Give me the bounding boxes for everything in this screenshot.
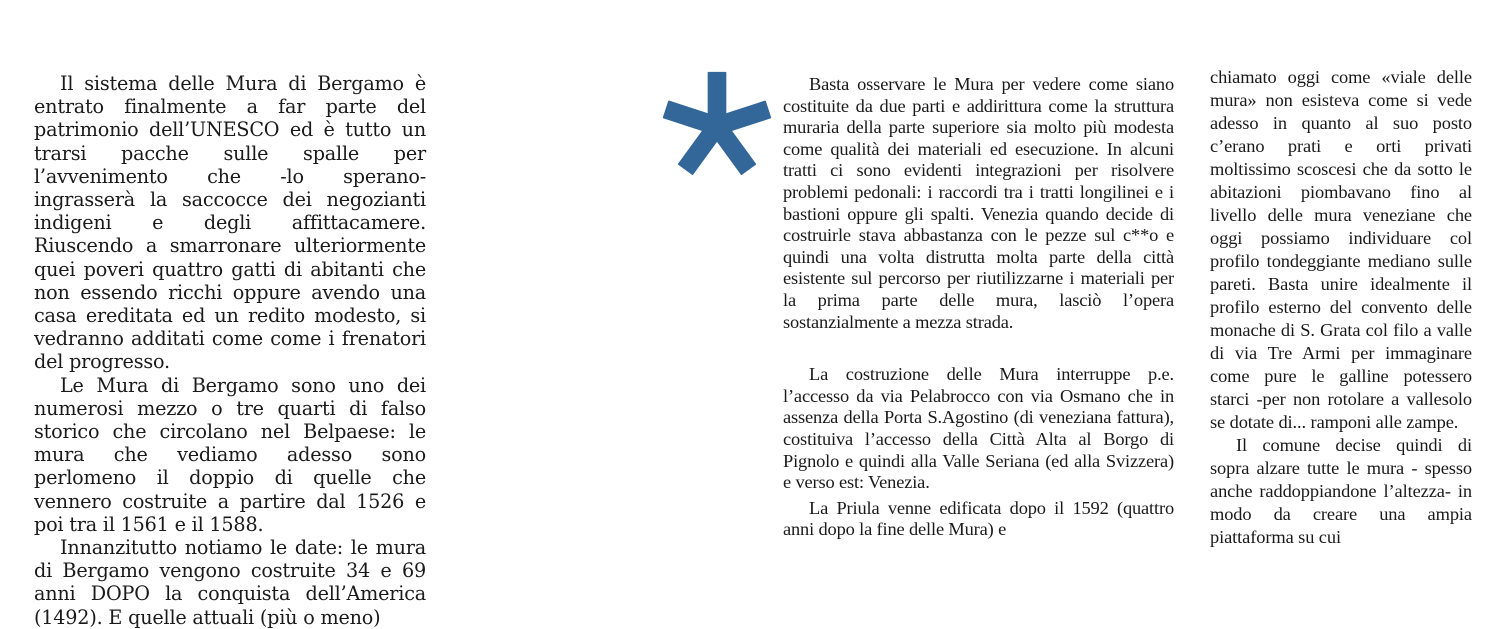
article-column-2 [783, 74, 1174, 541]
paragraph: Le Mura di Bergamo sono uno dei numerosi mezzo o tre quarti di falso storico che circolano nel Belpaese: le mura che vediamo adesso sono perlomeno il doppio di quelle che vennero costruite a partire dal 1526 e poi tra il 1561 e il 1588. [34, 373, 426, 536]
paragraph: Il comune decise quindi di sopra alzare tutte le mura - spesso anche raddoppiandone l’altezza- in modo da creare una ampia piattaforma su cui [1210, 435, 1472, 547]
paragraph: Basta osservare le Mura per vedere come siano costituite da due parti e addirittura come la struttura muraria della parte superiore sia molto più modesta come qualità dei materiali ed esecuzione. In alcuni tratti ci sono evidenti integrazioni per risolvere problemi pedonali: i raccordi tra i tratti longilinei e i bastioni oppure gli spalti. Venezia quando decide di costruirle stava abbastanza con le pezze sul c**o e quindi una volta distrutta molta parte della città esistente sul percorso per riutilizzarne i materiali per la prima parte delle mura, lasciò l’opera sostanzialmente a mezza strada. [783, 74, 1174, 332]
paragraph: La costruzione delle Mura interruppe p.e. l’accesso da via Pelabrocco con via Osmano che in assenza della Porta S.Agostino (di veneziana fattura), costituiva l’accesso della Città Alta al Borgo di Pignolo e quindi alla Valle Seriana (ed alla Svizzera) e verso est: Venezia. [783, 364, 1174, 493]
paragraph: Innanzitutto notiamo le date: le mura di Bergamo vengono costruite 34 e 69 anni DOPO la conquista dell’America (1492). E quelle attuali (più o meno) [34, 536, 426, 629]
article-column-1 [34, 72, 426, 629]
paragraph: Il sistema delle Mura di Bergamo è entrato finalmente a far parte del patrimonio dell’UNESCO ed è tutto un trarsi pacche sulle spalle per l’avvenimento che -lo sperano- ingrasserà la saccocce dei negozianti indigeni e degli affittacamere. Riuscendo a smarronare ulteriormente quei poveri quattro gatti di abitanti che non essendo ricchi oppure avendo una casa ereditata ed un redito modesto, si vedranno additati come come i frenatori del progresso. [34, 72, 426, 374]
article-column-3 [1210, 66, 1472, 549]
paragraph: chiamato oggi come «viale delle mura» non esisteva come si vede adesso in quanto al suo posto c’erano prati e orti privati moltissimo scoscesi che da sotto le abitazioni piombavano fino al livello delle mura veneziane che oggi possiamo individuare col profilo tondeggiante mediano sulle pareti. Basta unire idealmente il profilo esterno del convento delle monache di S. Grata col filo a valle di via Tre Armi per immaginare come pure le galline potessero starci -per non rotolare a vallesolo se dotate di... ramponi alle zampe. [1210, 67, 1472, 432]
asterisk-icon [660, 70, 774, 182]
paragraph: La Priula venne edificata dopo il 1592 (quattro anni dopo la fine delle Mura) e [783, 497, 1174, 540]
